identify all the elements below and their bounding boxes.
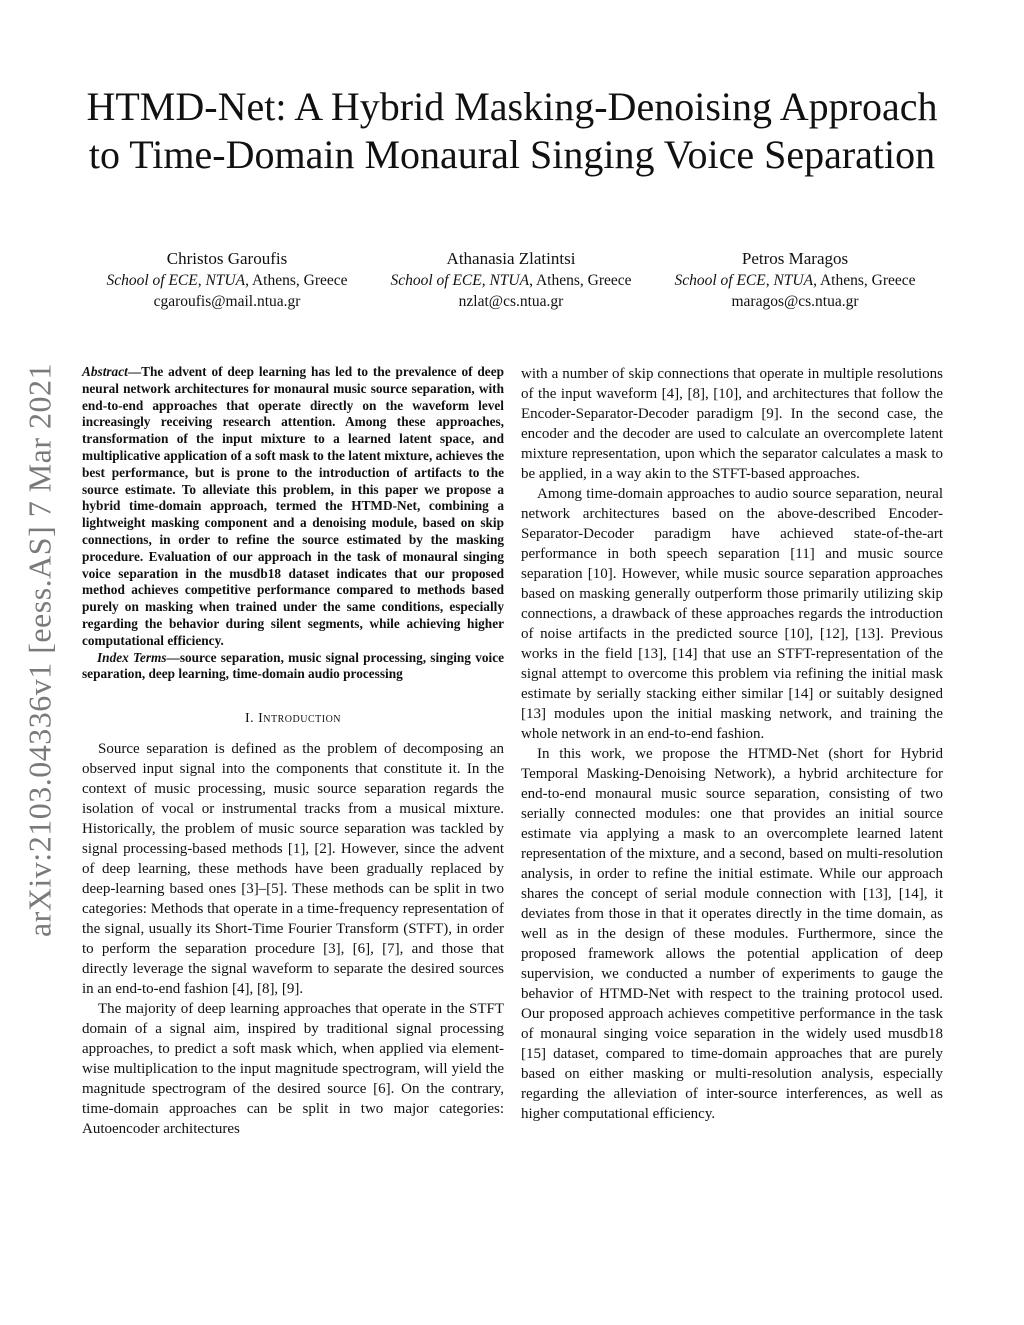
author-3 (650, 248, 940, 312)
index-terms-text: —source separation, music signal processing, singing voice separation, deep learning, time-domain audio processing (82, 649, 504, 682)
body-paragraph: Source separation is defined as the problem of decomposing an observed input signal into the components that constitute it. In the context of music processing, music source separation regards the isolation of vocal or instrumental tracks from a musical mixture. Historically, the problem of music source separation was tackled by signal processing-based methods [1], [2]. However, since the advent of deep learning, these methods have been gradually replaced by deep-learning based ones [3]–[5]. These methods can be split in two categories: Methods that operate in a time-frequency representation of the signal, usually its Short-Time Fourier Transform (STFT), in order to perform the separation procedure [3], [6], [7], and those that directly leverage the signal waveform to separate the desired sources in an end-to-end fashion [4], [8], [9]. (82, 741, 504, 998)
body-paragraph: Among time-domain approaches to audio source separation, neural network architectures based on the above-described Encoder-Separator-Decoder paradigm have achieved state-of-the-art performance in both speech separation [11] and music source separation [10]. However, while music source separation approaches based on masking generally outperform those primarily utilizing skip connections, a drawback of these approaches regards the introduction of noise artifacts in the predicted source [10], [12], [13]. Previous works in the field [13], [14] that use an STFT-representation of the signal attempt to overcome this problem via refining the initial mask estimate by serially stacking either similar [14] or suitably designed [13] modules upon the initial masking network, and training the whole network in an end-to-end fashion. (521, 486, 943, 742)
index-terms (82, 650, 504, 684)
author-affiliation: School of ECE, NTUA, Athens, Greece (106, 272, 348, 289)
author-2 (366, 248, 656, 312)
body-paragraph: with a number of skip connections that operate in multiple resolutions of the input waveform [4], [8], [10], and architectures that follow the Encoder-Separator-Decoder paradigm [9]. In the second case, the encoder and the decoder are used to calculate an overcomplete latent mixture representation, upon which the separator calculates a mask to be applied, in a way akin to the STFT-based approaches. (521, 366, 943, 482)
author-name: Petros Maragos (741, 249, 849, 268)
body-paragraph: In this work, we propose the HTMD-Net (short for Hybrid Temporal Masking-Denoising Network), a hybrid architecture for end-to-end monaural music source separation, consisting of two serially connected modules: one that provides an initial source estimate via applying a mask to an overcomplete learned latent representation of the mixture, and a second, based on multi-resolution analysis, in order to refine the initial estimate. While our approach shares the concept of serial module connection with [13], [14], it deviates from those in that it operates directly in the time domain, as well as in the design of these modules. Furthermore, since the proposed framework allows the potential application of deep supervision, we conducted a number of experiments to gauge the behavior of HTMD-Net with respect to the training protocol used. Our proposed approach achieves competitive performance in the task of monaural singing voice separation in the widely used musdb18 [15] dataset, compared to time-domain approaches that are purely based on either masking or multi-resolution analysis, especially regarding the alleviation of inter-source interferences, as well as higher computational efficiency. (521, 746, 943, 1122)
author-name: Christos Garoufis (166, 249, 288, 268)
index-terms-lead: Index Terms (97, 649, 167, 665)
abstract-lead: Abstract (82, 364, 128, 379)
author-email: maragos@cs.ntua.gr (731, 293, 859, 310)
author-name: Athanasia Zlatintsi (446, 249, 576, 268)
author-email: cgaroufis@mail.ntua.gr (153, 293, 301, 310)
section-heading-introduction: I. Introduction (244, 711, 342, 727)
body-paragraph: The majority of deep learning approaches that operate in the STFT domain of a signal aim, inspired by traditional signal processing approaches, to predict a soft mask which, when applied via element-wise multiplication to the input magnitude spectrogram, will yield the magnitude spectrogram of the desired source [6]. On the contrary, time-domain approaches can be split in two major categories: Autoencoder architectures (82, 1001, 504, 1138)
abstract (82, 364, 504, 650)
author-affiliation: School of ECE, NTUA, Athens, Greece (390, 272, 632, 289)
author-affiliation: School of ECE, NTUA, Athens, Greece (674, 272, 916, 289)
left-column (82, 364, 504, 1139)
author-1 (82, 248, 372, 312)
abstract-text: —The advent of deep learning has led to the prevalence of deep neural network architectures for monaural music source separation, with end-to-end approaches that operate directly on the waveform level increasingly receiving research attention. Among these approaches, transformation of the input mixture to a learned latent space, and multiplicative application of a soft mask to the latent mixture, achieves the best performance, but is prone to the introduction of artifacts to the source estimate. To alleviate this problem, in this paper we propose a hybrid time-domain approach, termed the HTMD-Net, combining a lightweight masking component and a denoising module, based on skip connections, in order to refine the source estimated by the masking procedure. Evaluation of our approach in the task of monaural singing voice separation in the musdb18 dataset indicates that our proposed method achieves competitive performance compared to methods based purely on masking when trained under the same conditions, especially regarding the behavior during silent segments, while achieving higher computational efficiency. (82, 364, 504, 648)
paper-title: HTMD-Net: A Hybrid Masking-Denoising Approach to Time-Domain Monaural Singing Voice Separation (86, 84, 938, 177)
arxiv-identifier: arXiv:2103.04336v1 [eess.AS] 7 Mar 2021 (21, 362, 58, 938)
arxiv-sidebar (14, 350, 66, 950)
author-email: nzlat@cs.ntua.gr (458, 293, 564, 310)
right-column (521, 364, 943, 1124)
